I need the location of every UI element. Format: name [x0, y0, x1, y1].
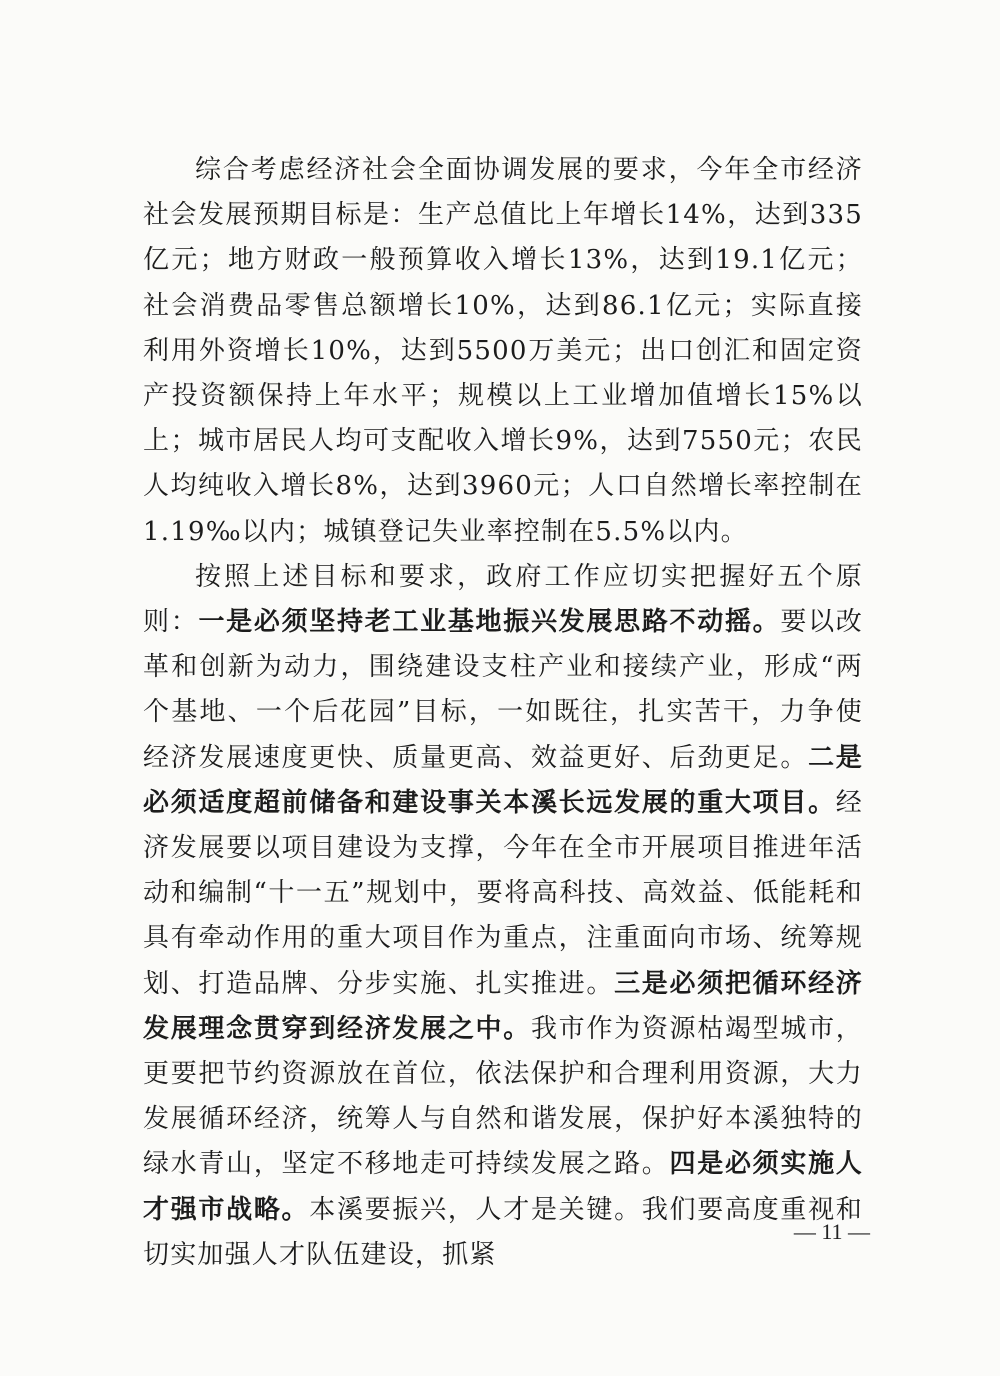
text-segment: 经济发展要以项目建设为支撑，今年在全市开展项目推进年活动和编制“十一五”规划中，要将高科技、高效益、低能耗和具有牵动作用的重大项目作为重点，注重面向市场、统筹规划、打造品牌、分步实施、扎实推进。: [143, 787, 863, 999]
bold-principle-4: 四是必须实施人才强市战略。: [143, 1149, 863, 1225]
text-segment: 按照上述目标和要求，政府工作应切实把握好五个原则：: [143, 561, 863, 638]
text-segment: 我市作为资源枯竭型城市，更要把节约资源放在首位，依法保护和合理利用资源，大力发展循环经济，统筹人与自然和谐发展，保护好本溪独特的绿水青山，坚定不移地走可持续发展之路。: [143, 1013, 863, 1180]
bold-principle-2: 二是必须适度超前储备和建设事关本溪长远发展的重大项目。: [143, 742, 863, 818]
paragraph-2: [143, 555, 863, 1278]
text-segment: 综合考虑经济社会全面协调发展的要求，今年全市经济社会发展预期目标是：生产总值比上年增长14%，达到335亿元；地方财政一般预算收入增长13%，达到19.1亿元；社会消费品零售总额增长10%，达到86.1亿元；实际直接利用外资增长10%，达到5500万美元；出口创汇和固定资产投资额保持上年水平；规模以上工业增加值增长15%以上；城市居民人均可支配收入增长9%，达到7550元；农民人均纯收入增长8%，达到3960元；人口自然增长率控制在1.19‰以内；城镇登记失业率控制在5.5%以内。: [143, 155, 863, 547]
text-segment: 本溪要振兴，人才是关键。我们要高度重视和切实加强人才队伍建设，抓紧: [143, 1194, 863, 1270]
bold-principle-1: 一是必须坚持老工业基地振兴发展思路不动摇。: [198, 607, 781, 638]
page-number: — 11 —: [793, 1219, 870, 1244]
body-text: [143, 148, 863, 1278]
text-segment: 要以改革和创新为动力，围绕建设支柱产业和接续产业，形成“两个基地、一个后花园”目标，一如既往，扎实苦干，力争使经济发展速度更快、质量更高、效益更好、后劲更足。: [143, 607, 863, 773]
paragraph-1: [143, 148, 863, 555]
bold-principle-3: 三是必须把循环经济发展理念贯穿到经济发展之中。: [143, 968, 863, 1044]
